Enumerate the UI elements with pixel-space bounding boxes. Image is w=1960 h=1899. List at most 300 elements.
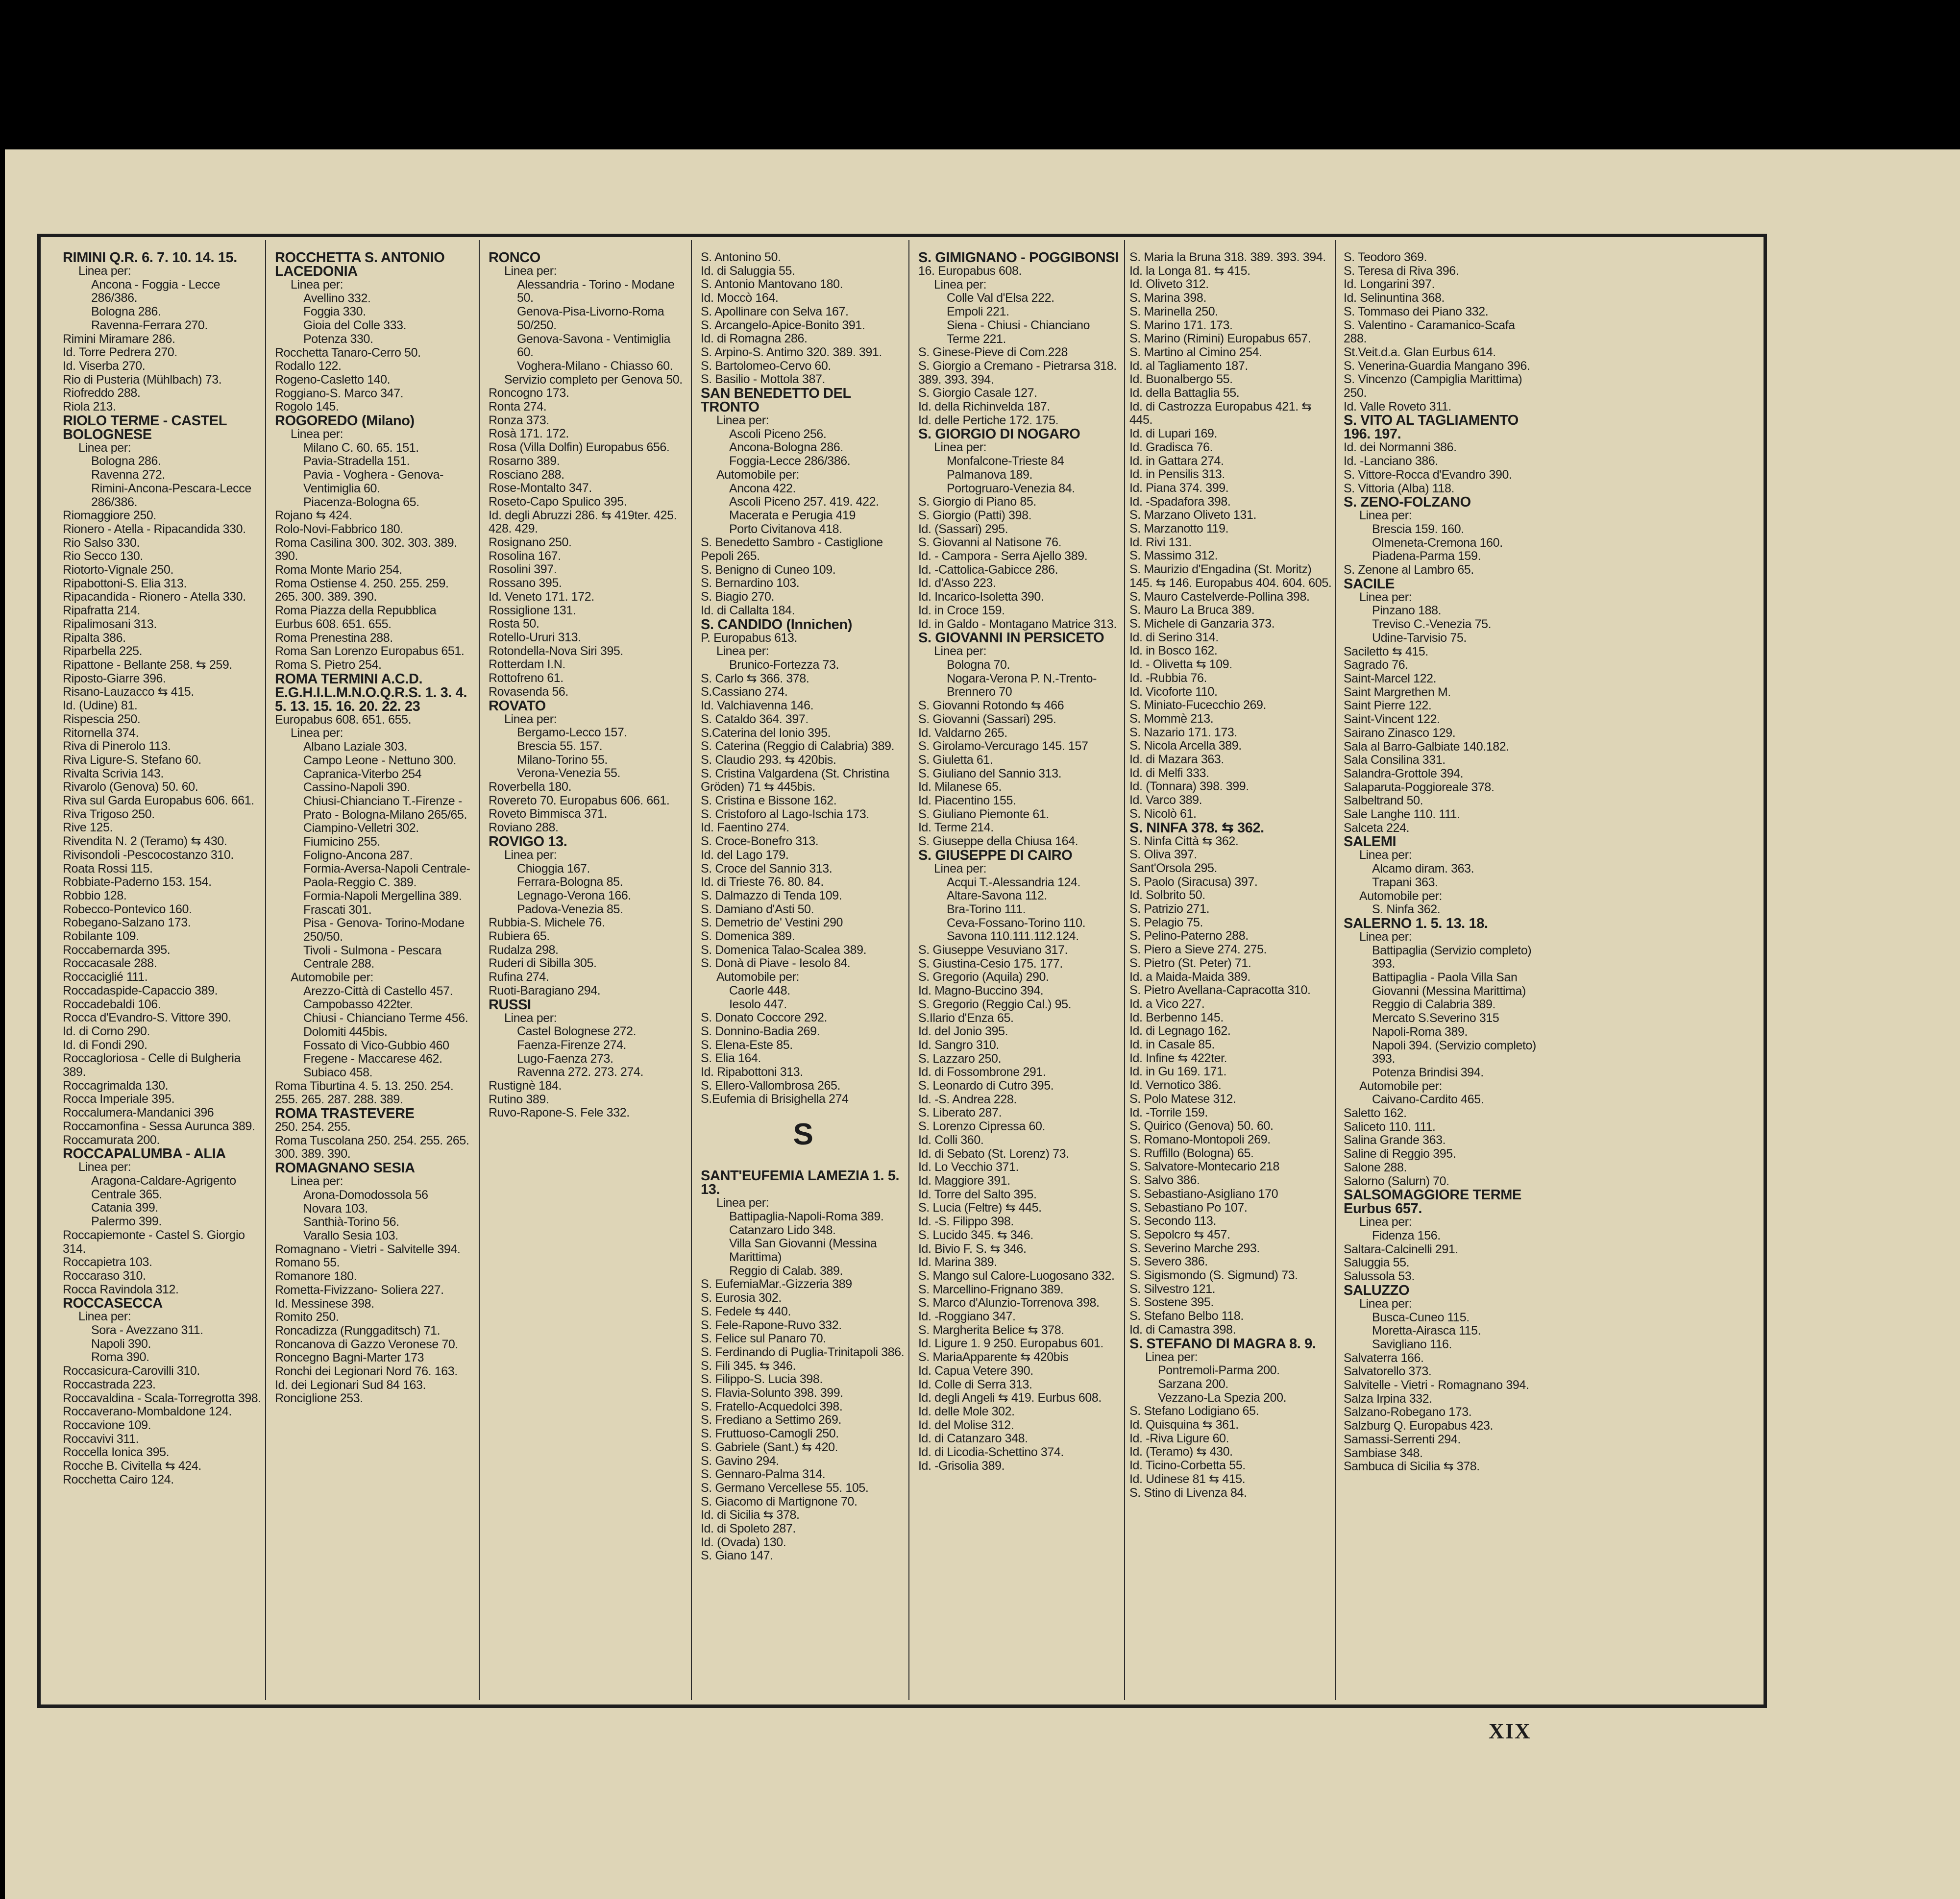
- index-entry: Id. di Fossombrone 291.: [918, 1065, 1046, 1079]
- index-entry: Ripalimosani 313.: [63, 617, 157, 631]
- index-entry: Roccella Ionica 395.: [63, 1445, 170, 1460]
- index-entry: Id. di Romagna 286.: [701, 332, 808, 346]
- index-entry: Servizio completo per Genova 50.: [504, 372, 683, 387]
- index-entry: Rosignano 250.: [489, 536, 572, 550]
- index-entry: Varallo Sesia 103.: [303, 1229, 398, 1242]
- index-entry: Roviano 288.: [489, 821, 559, 835]
- index-entry: Id. in Bosco 162.: [1129, 644, 1218, 658]
- index-entry: Sora - Avezzano 311.: [91, 1323, 203, 1338]
- index-entry: Id. -Torrile 159.: [1129, 1105, 1208, 1120]
- index-entry: Id. di Trieste 76. 80. 84.: [701, 875, 824, 889]
- index-entry: Linea per:: [716, 1196, 769, 1210]
- index-entry: Salzano-Robegano 173.: [1344, 1405, 1472, 1419]
- index-entry: Napoli 394. (Servizio completo) 393.: [1372, 1038, 1536, 1066]
- index-entry: Salvatorello 373.: [1344, 1364, 1432, 1379]
- index-entry: S. Mommè 213.: [1129, 711, 1214, 726]
- index-entry: Rivarolo (Genova) 50. 60.: [63, 780, 198, 794]
- index-entry: S. Dalmazzo di Tenda 109.: [701, 888, 842, 902]
- index-entry: Id. Moccò 164.: [701, 291, 779, 305]
- index-entry: Rimini-Ancona-Pescara-Lecce 286/386.: [91, 481, 251, 509]
- index-entry: Ciampino-Velletri 302.: [303, 821, 419, 835]
- index-entry: Id. Vernotico 386.: [1129, 1078, 1222, 1093]
- index-entry: Monfalcone-Trieste 84: [947, 454, 1064, 468]
- index-entry: Gioia del Colle 333.: [303, 318, 407, 333]
- index-entry: Id. del Jonio 395.: [918, 1024, 1008, 1039]
- index-entry: Roccalumera-Mandanici 396: [63, 1106, 214, 1120]
- index-entry: Id. -Roggiano 347.: [918, 1310, 1016, 1324]
- index-entry: Id. di Licodia-Schettino 374.: [918, 1445, 1064, 1460]
- index-entry: S. Teresa di Riva 396.: [1344, 264, 1459, 278]
- index-entry: Id. Ripabottoni 313.: [701, 1065, 803, 1079]
- index-entry: S. Vittoria (Alba) 118.: [1344, 481, 1455, 495]
- index-entry: Rionero - Atella - Ripacandida 330.: [63, 522, 246, 536]
- index-entry: S. Ferdinando di Puglia-Trinitapoli 386.: [701, 1345, 905, 1359]
- index-entry: Rogolo 145.: [275, 400, 339, 414]
- index-entry: Id. Messinese 398.: [275, 1296, 374, 1311]
- index-entry: S. Miniato-Fucecchio 269.: [1129, 698, 1267, 712]
- index-entry: Id. dei Normanni 386.: [1344, 440, 1457, 455]
- index-entry: Linea per:: [1359, 509, 1412, 523]
- index-entry: S. Margherita Belice ⇆ 378.: [918, 1323, 1064, 1337]
- index-entry: Sala al Barro-Galbiate 140.182.: [1344, 739, 1509, 754]
- index-entry: Olmeneta-Cremona 160.: [1372, 536, 1503, 550]
- index-entry: S. Domenica Talao-Scalea 389.: [701, 943, 867, 957]
- index-entry: Napoli-Roma 389.: [1372, 1024, 1468, 1039]
- index-entry: Europabus 608. 651. 655.: [275, 712, 412, 727]
- index-entry: Iesolo 447.: [729, 997, 787, 1011]
- index-entry: S. Stino di Livenza 84.: [1129, 1485, 1247, 1500]
- index-entry: S. Bernardino 103.: [701, 576, 800, 590]
- index-entry: Riva di Pinerolo 113.: [63, 739, 171, 754]
- index-entry: Roveto Bimmisca 371.: [489, 807, 608, 821]
- index-entry: Rio di Pusteria (Mühlbach) 73.: [63, 372, 222, 387]
- index-entry: Padova-Venezia 85.: [517, 902, 623, 916]
- index-entry: Roma Tuscolana 250. 254. 255. 265. 300. 389. 390.: [275, 1133, 469, 1161]
- index-entry: Saint-Vincent 122.: [1344, 712, 1440, 727]
- index-entry: Salina Grande 363.: [1344, 1133, 1446, 1147]
- index-entry: Ripafratta 214.: [63, 604, 140, 618]
- index-entry: Id. a Vico 227.: [1129, 997, 1205, 1011]
- index-entry: Ascoli Piceno 257. 419. 422.: [729, 495, 879, 509]
- index-entry: Alessandria - Torino - Modane 50.: [517, 277, 675, 305]
- index-entry: Capranica-Viterbo 254: [303, 767, 422, 781]
- index-entry: Id. Solbrito 50.: [1129, 888, 1205, 902]
- index-entry: Ripabottoni-S. Elia 313.: [63, 576, 187, 590]
- index-entry: Rocca Imperiale 395.: [63, 1092, 175, 1106]
- index-entry: Fidenza 156.: [1372, 1229, 1441, 1242]
- index-entry: Id. di Callalta 184.: [701, 603, 795, 617]
- index-entry: Rosà 171. 172.: [489, 427, 569, 441]
- index-entry: Potenza Brindisi 394.: [1372, 1065, 1484, 1079]
- index-entry: Ferrara-Bologna 85.: [517, 875, 623, 889]
- index-column-1: [63, 251, 264, 1696]
- index-entry: S. Ginese-Pieve di Com.228: [918, 345, 1068, 360]
- index-entry: S. Severino Marche 293.: [1129, 1241, 1260, 1255]
- section-heading: ROMA TERMINI A.C.D. E.G.H.I.L.M.N.O.Q.R.S. 1. 3. 4. 5. 13. 15. 16. 20. 22. 23: [275, 671, 467, 714]
- index-entry: Moretta-Airasca 115.: [1372, 1324, 1481, 1338]
- index-entry: S. Mango sul Calore-Luogosano 332.: [918, 1268, 1115, 1283]
- index-entry: S. Nazario 171. 173.: [1129, 725, 1237, 739]
- index-entry: Pisa - Genova- Torino-Modane 250/50.: [303, 916, 465, 944]
- index-entry: Id. Torre del Salto 395.: [918, 1187, 1037, 1201]
- index-entry: 16. Europabus 608.: [918, 264, 1022, 278]
- index-entry: Fossato di Vico-Gubbio 460: [303, 1038, 449, 1052]
- index-entry: Roccacasale 288.: [63, 956, 157, 971]
- index-entry: Roma Monte Mario 254.: [275, 563, 402, 577]
- index-entry: Bologna 286.: [91, 454, 161, 468]
- index-entry: S.Caterina del Ionio 395.: [701, 726, 831, 740]
- index-entry: Robbiate-Paderno 153. 154.: [63, 875, 212, 889]
- index-entry: Novara 103.: [303, 1201, 368, 1216]
- index-entry: S. Giuseppe Vesuviano 317.: [918, 943, 1068, 957]
- index-entry: Roccaverano-Mombaldone 124.: [63, 1405, 232, 1419]
- index-entry: S. Pietro (St. Peter) 71.: [1129, 956, 1251, 970]
- index-entry: Udine-Tarvisio 75.: [1372, 631, 1467, 645]
- index-entry: S. Gabriele (Sant.) ⇆ 420.: [701, 1440, 838, 1454]
- section-letter: S: [793, 1118, 813, 1152]
- index-entry: Salaparuta-Poggioreale 378.: [1344, 780, 1494, 794]
- index-entry: Id. in Casale 85.: [1129, 1038, 1215, 1052]
- index-entry: Rotondella-Nova Siri 395.: [489, 644, 623, 658]
- index-entry: Rivisondoli -Pescocostanzo 310.: [63, 848, 234, 862]
- index-entry: Rivendita N. 2 (Teramo) ⇆ 430.: [63, 834, 227, 849]
- index-entry: Id. delle Mole 302.: [918, 1404, 1015, 1418]
- index-entry: Pontremoli-Parma 200.: [1158, 1363, 1280, 1378]
- index-entry: Robilante 109.: [63, 929, 139, 944]
- index-entry: Bra-Torino 111.: [947, 902, 1026, 916]
- index-entry: S. Giovanni al Natisone 76.: [918, 536, 1062, 550]
- index-entry: Linea per:: [504, 848, 557, 862]
- index-entry: S. Marino 171. 173.: [1129, 318, 1233, 332]
- index-entry: Robecco-Pontevico 160.: [63, 902, 192, 916]
- index-entry: Caorle 448.: [729, 983, 790, 998]
- index-entry: S. Giustina-Cesio 175. 177.: [918, 956, 1063, 971]
- section-heading: RUSSI: [489, 997, 531, 1013]
- section-heading: ROVIGO 13.: [489, 833, 567, 850]
- index-entry: Genova-Pisa-Livorno-Roma 50/250.: [517, 305, 664, 332]
- index-entry: Trapani 363.: [1372, 875, 1438, 889]
- index-entry: Id. di Saluggia 55.: [701, 264, 795, 278]
- index-entry: Pavia - Voghera - Genova-Ventimiglia 60.: [303, 468, 443, 495]
- index-entry: Rustignè 184.: [489, 1079, 562, 1093]
- index-entry: S. Massimo 312.: [1129, 549, 1218, 563]
- index-entry: Chiusi-Chianciano T.-Firenze - Prato - Bologna-Milano 265/65.: [303, 794, 467, 822]
- index-entry: Tivoli - Sulmona - Pescara Centrale 288.: [303, 943, 441, 971]
- index-entry: Saluggia 55.: [1344, 1256, 1410, 1270]
- index-entry: S. Silvestro 121.: [1129, 1282, 1216, 1296]
- index-entry: Roccaraso 310.: [63, 1268, 146, 1283]
- index-entry: Roma Prenestina 288.: [275, 631, 393, 645]
- index-entry: Id. Valdarno 265.: [918, 726, 1007, 740]
- index-entry: S. Marino (Rimini) Europabus 657.: [1129, 332, 1311, 346]
- index-entry: S. Benedetto Sambro - Castiglione Pepoli 265.: [701, 536, 883, 563]
- index-entry: Rubiera 65.: [489, 929, 550, 944]
- index-entry: Roma Casilina 300. 302. 303. 389. 390.: [275, 536, 457, 563]
- index-entry: Automobile per:: [291, 971, 374, 985]
- index-entry: Automobile per:: [716, 970, 800, 984]
- index-entry: Linea per:: [1359, 1215, 1412, 1229]
- index-entry: Id. Gradisca 76.: [1129, 440, 1213, 454]
- index-entry: Campo Leone - Nettuno 300.: [303, 753, 457, 767]
- index-entry: Salvaterra 166.: [1344, 1351, 1424, 1365]
- index-entry: Samassi-Serrenti 294.: [1344, 1432, 1461, 1446]
- index-entry: S. Paolo (Siracusa) 397.: [1129, 875, 1258, 889]
- column-divider: [479, 240, 480, 1700]
- index-entry: Treviso C.-Venezia 75.: [1372, 617, 1492, 632]
- index-entry: Roccamonfina - Sessa Aurunca 389.: [63, 1119, 255, 1133]
- index-entry: Ceva-Fossano-Torino 110.: [947, 916, 1086, 930]
- index-entry: S. Polo Matese 312.: [1129, 1092, 1236, 1106]
- index-entry: Frascati 301.: [303, 902, 372, 917]
- index-entry: S. Biagio 270.: [701, 590, 775, 604]
- index-entry: Verona-Venezia 55.: [517, 766, 621, 780]
- index-entry: Linea per:: [1359, 590, 1412, 604]
- index-entry: S. Caterina (Reggio di Calabria) 389.: [701, 739, 895, 754]
- index-entry: S. Antonio Mantovano 180.: [701, 277, 843, 292]
- index-entry: S. Cristina e Bissone 162.: [701, 794, 837, 808]
- index-entry: Id. d'Asso 223.: [918, 576, 996, 590]
- index-entry: Linea per:: [716, 644, 769, 658]
- index-entry: Robbio 128.: [63, 888, 127, 902]
- index-entry: Mercato S.Severino 315: [1372, 1011, 1499, 1025]
- index-entry: Id. Terme 214.: [918, 821, 994, 835]
- index-entry: Automobile per:: [1359, 889, 1443, 903]
- index-entry: Linea per:: [78, 440, 131, 455]
- index-entry: S. Donato Coccore 292.: [701, 1011, 828, 1025]
- index-entry: Id. degli Abruzzi 286. ⇆ 419ter. 425. 428. 429.: [489, 508, 677, 536]
- index-entry: S. Marina 398.: [1129, 291, 1206, 305]
- index-entry: Id. dei Legionari Sud 84 163.: [275, 1378, 426, 1392]
- index-entry: Roata Rossi 115.: [63, 861, 153, 876]
- section-heading: S. VITO AL TAGLIAMENTO 196. 197.: [1344, 413, 1519, 442]
- index-entry: Formia-Napoli Mergellina 389.: [303, 889, 462, 903]
- index-entry: S. Martino al Cimino 254.: [1129, 345, 1262, 359]
- index-entry: Id. -Cattolica-Gabicce 286.: [918, 562, 1058, 577]
- index-entry: S. Giorgio Casale 127.: [918, 386, 1037, 400]
- index-entry: S. Tommaso dei Piano 332.: [1344, 304, 1489, 318]
- index-column-4: [701, 251, 906, 1696]
- index-entry: Salone 288.: [1344, 1160, 1407, 1174]
- index-entry: Palmanova 189.: [947, 467, 1033, 482]
- index-entry: Colle Val d'Elsa 222.: [947, 291, 1054, 305]
- index-entry: S. Lucia (Feltre) ⇆ 445.: [918, 1201, 1042, 1215]
- index-entry: S. Basilio - Mottola 387.: [701, 372, 826, 387]
- index-entry: Id. Ticino-Corbetta 55.: [1129, 1459, 1246, 1473]
- index-column-7: [1344, 251, 1540, 1696]
- index-entry: S. Demetrio de' Vestini 290: [701, 916, 843, 930]
- index-entry: Roncogno 173.: [489, 386, 569, 400]
- index-entry: Salzburg Q. Europabus 423.: [1344, 1419, 1494, 1433]
- index-entry: Linea per:: [291, 1174, 343, 1189]
- index-entry: Roncadizza (Runggaditsch) 71.: [275, 1323, 441, 1338]
- index-entry: Sairano Zinasco 129.: [1344, 726, 1456, 740]
- index-entry: Linea per:: [78, 264, 131, 278]
- index-entry: S. Leonardo di Cutro 395.: [918, 1079, 1054, 1093]
- index-entry: S. Giovanni Rotondo ⇆ 466: [918, 699, 1064, 713]
- index-entry: S. Elia 164.: [701, 1051, 761, 1066]
- index-entry: S. Maurizio d'Engadina (St. Moritz) 145. ⇆ 146. Europabus 404. 604. 605.: [1129, 562, 1332, 590]
- index-entry: Ronta 274.: [489, 400, 547, 414]
- index-entry: Linea per:: [504, 712, 557, 726]
- index-entry: S. Giorgio (Patti) 398.: [918, 508, 1032, 522]
- index-entry: Rosciano 288.: [489, 467, 564, 482]
- index-entry: Roma San Lorenzo Europabus 651.: [275, 644, 465, 658]
- index-entry: Brescia 159. 160.: [1372, 522, 1464, 536]
- index-entry: Rossiglione 131.: [489, 603, 576, 617]
- index-entry: S. Arcangelo-Apice-Bonito 391.: [701, 318, 865, 332]
- index-entry: Linea per:: [1359, 848, 1412, 862]
- index-entry: Id. di Lupari 169.: [1129, 427, 1218, 441]
- index-entry: Saciletto ⇆ 415.: [1344, 644, 1428, 658]
- index-entry: S. Fratello-Acquedolci 398.: [701, 1399, 843, 1413]
- index-entry: S. Severo 386.: [1129, 1255, 1208, 1269]
- index-entry: Riparbella 225.: [63, 644, 143, 658]
- index-entry: Id. del Lago 179.: [701, 848, 789, 862]
- index-entry: Roccadebaldi 106.: [63, 997, 161, 1011]
- index-entry: Rive 125.: [63, 821, 113, 835]
- index-entry: S. Fele-Rapone-Ruvo 332.: [701, 1318, 842, 1332]
- index-column-5: [918, 251, 1121, 1696]
- index-entry: Id. di Catanzaro 348.: [918, 1432, 1028, 1446]
- index-entry: Id. -Grisolia 389.: [918, 1459, 1005, 1473]
- index-entry: Linea per:: [78, 1310, 131, 1324]
- index-entry: Rometta-Fivizzano- Soliera 227.: [275, 1283, 444, 1297]
- index-entry: S. Gavino 294.: [701, 1454, 779, 1468]
- index-entry: Caivano-Cardito 465.: [1372, 1093, 1484, 1107]
- index-entry: Sale Langhe 110. 111.: [1344, 807, 1460, 822]
- index-entry: Faenza-Firenze 274.: [517, 1038, 627, 1052]
- index-entry: Ravenna 272.: [91, 468, 165, 482]
- index-entry: S. Patrizio 271.: [1129, 902, 1210, 916]
- section-heading: RIOLO TERME - CASTEL BOLOGNESE: [63, 413, 227, 442]
- index-entry: S. Giovanni (Sassari) 295.: [918, 712, 1056, 726]
- index-entry: S. Zenone al Lambro 65.: [1344, 563, 1474, 577]
- section-heading: S. NINFA 378. ⇆ 362.: [1129, 820, 1264, 836]
- index-entry: Roccavaldina - Scala-Torregrotta 398.: [63, 1391, 261, 1405]
- index-entry: Albano Laziale 303.: [303, 740, 408, 754]
- index-entry: Rubbia-S. Michele 76.: [489, 916, 605, 930]
- column-divider: [691, 240, 692, 1700]
- index-entry: S. Stefano Lodigiano 65.: [1129, 1404, 1259, 1418]
- index-entry: S. Romano-Montopoli 269.: [1129, 1133, 1271, 1146]
- index-entry: Ancona-Bologna 286.: [729, 440, 843, 455]
- index-entry: Automobile per:: [1359, 1079, 1443, 1093]
- index-entry: S. Donà di Piave - Iesolo 84.: [701, 956, 851, 971]
- index-entry: S. Lucido 345. ⇆ 346.: [918, 1228, 1033, 1242]
- index-entry: S. Sostene 395.: [1129, 1295, 1214, 1310]
- index-entry: Roma 390.: [91, 1350, 149, 1364]
- index-entry: Roccaciglié 111.: [63, 970, 148, 984]
- index-entry: Dolomiti 445bis.: [303, 1024, 388, 1039]
- index-entry: S. Salvo 386.: [1129, 1173, 1200, 1188]
- index-entry: Voghera-Milano - Chiasso 60.: [517, 359, 673, 373]
- index-entry: Palermo 399.: [91, 1215, 162, 1229]
- index-entry: Salza Irpina 332.: [1344, 1391, 1432, 1406]
- index-entry: Linea per:: [78, 1160, 131, 1174]
- section-heading: S. GIUSEPPE DI CAIRO: [918, 847, 1073, 863]
- index-entry: Risano-Lauzacco ⇆ 415.: [63, 685, 194, 699]
- index-entry: Empoli 221.: [947, 305, 1009, 319]
- index-entry: Rodallo 122.: [275, 359, 342, 373]
- index-entry: Genova-Savona - Ventimiglia 60.: [517, 332, 670, 360]
- index-entry: Id. (Tonnara) 398. 399.: [1129, 779, 1249, 794]
- index-entry: Id. in Croce 159.: [918, 603, 1005, 617]
- index-entry: Riva sul Garda Europabus 606. 661.: [63, 794, 254, 808]
- index-entry: S. Marzano Oliveto 131.: [1129, 508, 1256, 522]
- index-entry: S. Sepolcro ⇆ 457.: [1129, 1227, 1230, 1242]
- index-entry: S. Nicolò 61.: [1129, 806, 1197, 821]
- index-entry: Roccagrimalda 130.: [63, 1078, 169, 1093]
- index-entry: Linea per:: [716, 414, 769, 428]
- index-entry: Id. di Sebato (St. Lorenz) 73.: [918, 1146, 1069, 1161]
- index-entry: Roccamurata 200.: [63, 1133, 160, 1147]
- index-entry: S. Giuletta 61.: [918, 753, 993, 767]
- index-entry: Lugo-Faenza 273.: [517, 1051, 613, 1066]
- index-entry: S. Michele di Ganzaria 373.: [1129, 616, 1275, 631]
- index-entry: Id. -Spadafora 398.: [1129, 494, 1231, 509]
- index-entry: Formia-Aversa-Napoli Centrale-Paola-Reggio C. 389.: [303, 862, 470, 890]
- index-entry: Id. Lo Vecchio 371.: [918, 1160, 1019, 1174]
- index-entry: Id. Infine ⇆ 422ter.: [1129, 1051, 1227, 1065]
- index-entry: Salvitelle - Vietri - Romagnano 394.: [1344, 1378, 1529, 1392]
- index-entry: Id. Varco 389.: [1129, 793, 1202, 807]
- index-entry: Roccavivi 311.: [63, 1432, 139, 1446]
- index-entry: Ravenna 272. 273. 274.: [517, 1065, 644, 1079]
- index-entry: Rotterdam I.N.: [489, 657, 565, 672]
- index-entry: S. Piero a Sieve 274. 275.: [1129, 943, 1267, 957]
- index-entry: S. Frediano a Settimo 269.: [701, 1413, 841, 1427]
- index-entry: Saline di Reggio 395.: [1344, 1147, 1456, 1161]
- index-entry: S. Germano Vercellese 55. 105.: [701, 1481, 869, 1495]
- section-heading: SANT'EUFEMIA LAMEZIA 1. 5. 13.: [701, 1168, 900, 1198]
- index-entry: Id. -Lanciano 386.: [1344, 454, 1438, 468]
- index-entry: Rossano 395.: [489, 576, 562, 590]
- index-entry: Salandra-Grottole 394.: [1344, 766, 1464, 780]
- index-entry: Id. di Corno 290.: [63, 1024, 150, 1038]
- index-entry: Id. a Maida-Maida 389.: [1129, 970, 1250, 984]
- index-entry: Id. Faentino 274.: [701, 821, 789, 835]
- index-entry: Id. (Teramo) ⇆ 430.: [1129, 1445, 1233, 1459]
- index-entry: Busca-Cuneo 115.: [1372, 1310, 1470, 1324]
- index-entry: S. Ruffillo (Bologna) 65.: [1129, 1146, 1254, 1160]
- index-entry: Brescia 55. 157.: [517, 739, 603, 753]
- index-entry: Linea per:: [504, 264, 557, 278]
- index-entry: Id. Berbenno 145.: [1129, 1010, 1224, 1024]
- index-entry: Fregene - Maccarese 462.: [303, 1052, 442, 1066]
- index-entry: Napoli 390.: [91, 1337, 151, 1351]
- index-entry: S. Sigismondo (S. Sigmund) 73.: [1129, 1268, 1298, 1283]
- index-entry: Avellino 332.: [303, 291, 371, 305]
- column-divider: [908, 240, 909, 1700]
- index-entry: Piadena-Parma 159.: [1372, 549, 1481, 563]
- index-entry: Id. di Castrozza Europabus 421. ⇆ 445.: [1129, 399, 1312, 427]
- index-entry: Id. - Olivetta ⇆ 109.: [1129, 657, 1232, 672]
- index-entry: S. Pelino-Paterno 288.: [1129, 929, 1249, 943]
- index-entry: S. Venerina-Guardia Mangano 396.: [1344, 359, 1530, 373]
- index-entry: S. Filippo-S. Lucia 398.: [701, 1372, 823, 1387]
- index-entry: Rocchetta Cairo 124.: [63, 1472, 174, 1486]
- index-entry: Ronza 373.: [489, 413, 549, 427]
- index-entry: Roverbella 180.: [489, 780, 572, 794]
- index-entry: Sarzana 200.: [1158, 1377, 1228, 1391]
- index-entry: Foligno-Ancona 287.: [303, 848, 413, 862]
- index-entry: Id. del Molise 312.: [918, 1418, 1014, 1432]
- index-entry: Riposto-Giarre 396.: [63, 671, 166, 685]
- index-entry: S. Mauro Castelverde-Pollina 398.: [1129, 589, 1310, 604]
- index-entry: Roccapietra 103.: [63, 1255, 152, 1269]
- index-entry: S. Sebastiano-Asigliano 170: [1129, 1187, 1278, 1201]
- index-entry: S. Croce del Sannio 313.: [701, 861, 833, 876]
